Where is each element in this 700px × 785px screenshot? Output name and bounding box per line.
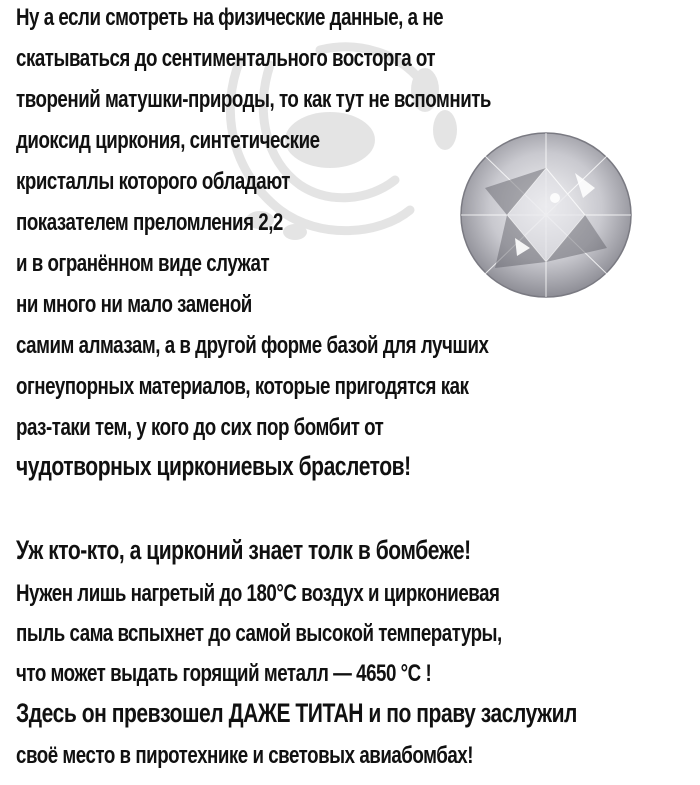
text-line: огнеупорных материалов, которые пригодятся как	[16, 373, 469, 400]
text-line: Ну а если смотреть на физические данные, а не	[16, 4, 444, 31]
zirconia-gem-image	[455, 128, 637, 303]
text-line: своё место в пиротехнике и световых авиабомбах!	[16, 742, 473, 769]
text-line: чудотворных циркониевых браслетов!	[16, 451, 411, 481]
text-line: скатываться до сентиментального восторга от	[16, 45, 436, 72]
text-line: творений матушки-природы, то как тут не вспомнить	[16, 86, 491, 113]
text-line: диоксид циркония, синтетические	[16, 127, 320, 154]
text-line: ни много ни мало заменой	[16, 291, 252, 318]
text-line: что может выдать горящий металл — 4650 °С !	[16, 660, 432, 687]
text-line: Нужен лишь нагретый до 180°С воздух и циркониевая	[16, 580, 500, 607]
text-line: раз-таки тем, у кого до сих пор бомбит от	[16, 414, 384, 441]
text-line: Здесь он превзошел ДАЖЕ ТИТАН и по праву заслужил	[16, 698, 577, 728]
text-line: кристаллы которого обладают	[16, 168, 290, 195]
text-line: показателем преломления 2,2	[16, 209, 283, 236]
text-line: и в огранённом виде служат	[16, 250, 270, 277]
text-line: пыль сама вспыхнет до самой высокой температуры,	[16, 620, 502, 647]
text-line: Уж кто-кто, а цирконий знает толк в бомбеже!	[16, 535, 471, 565]
text-line: самим алмазам, а в другой форме базой для лучших	[16, 332, 489, 359]
